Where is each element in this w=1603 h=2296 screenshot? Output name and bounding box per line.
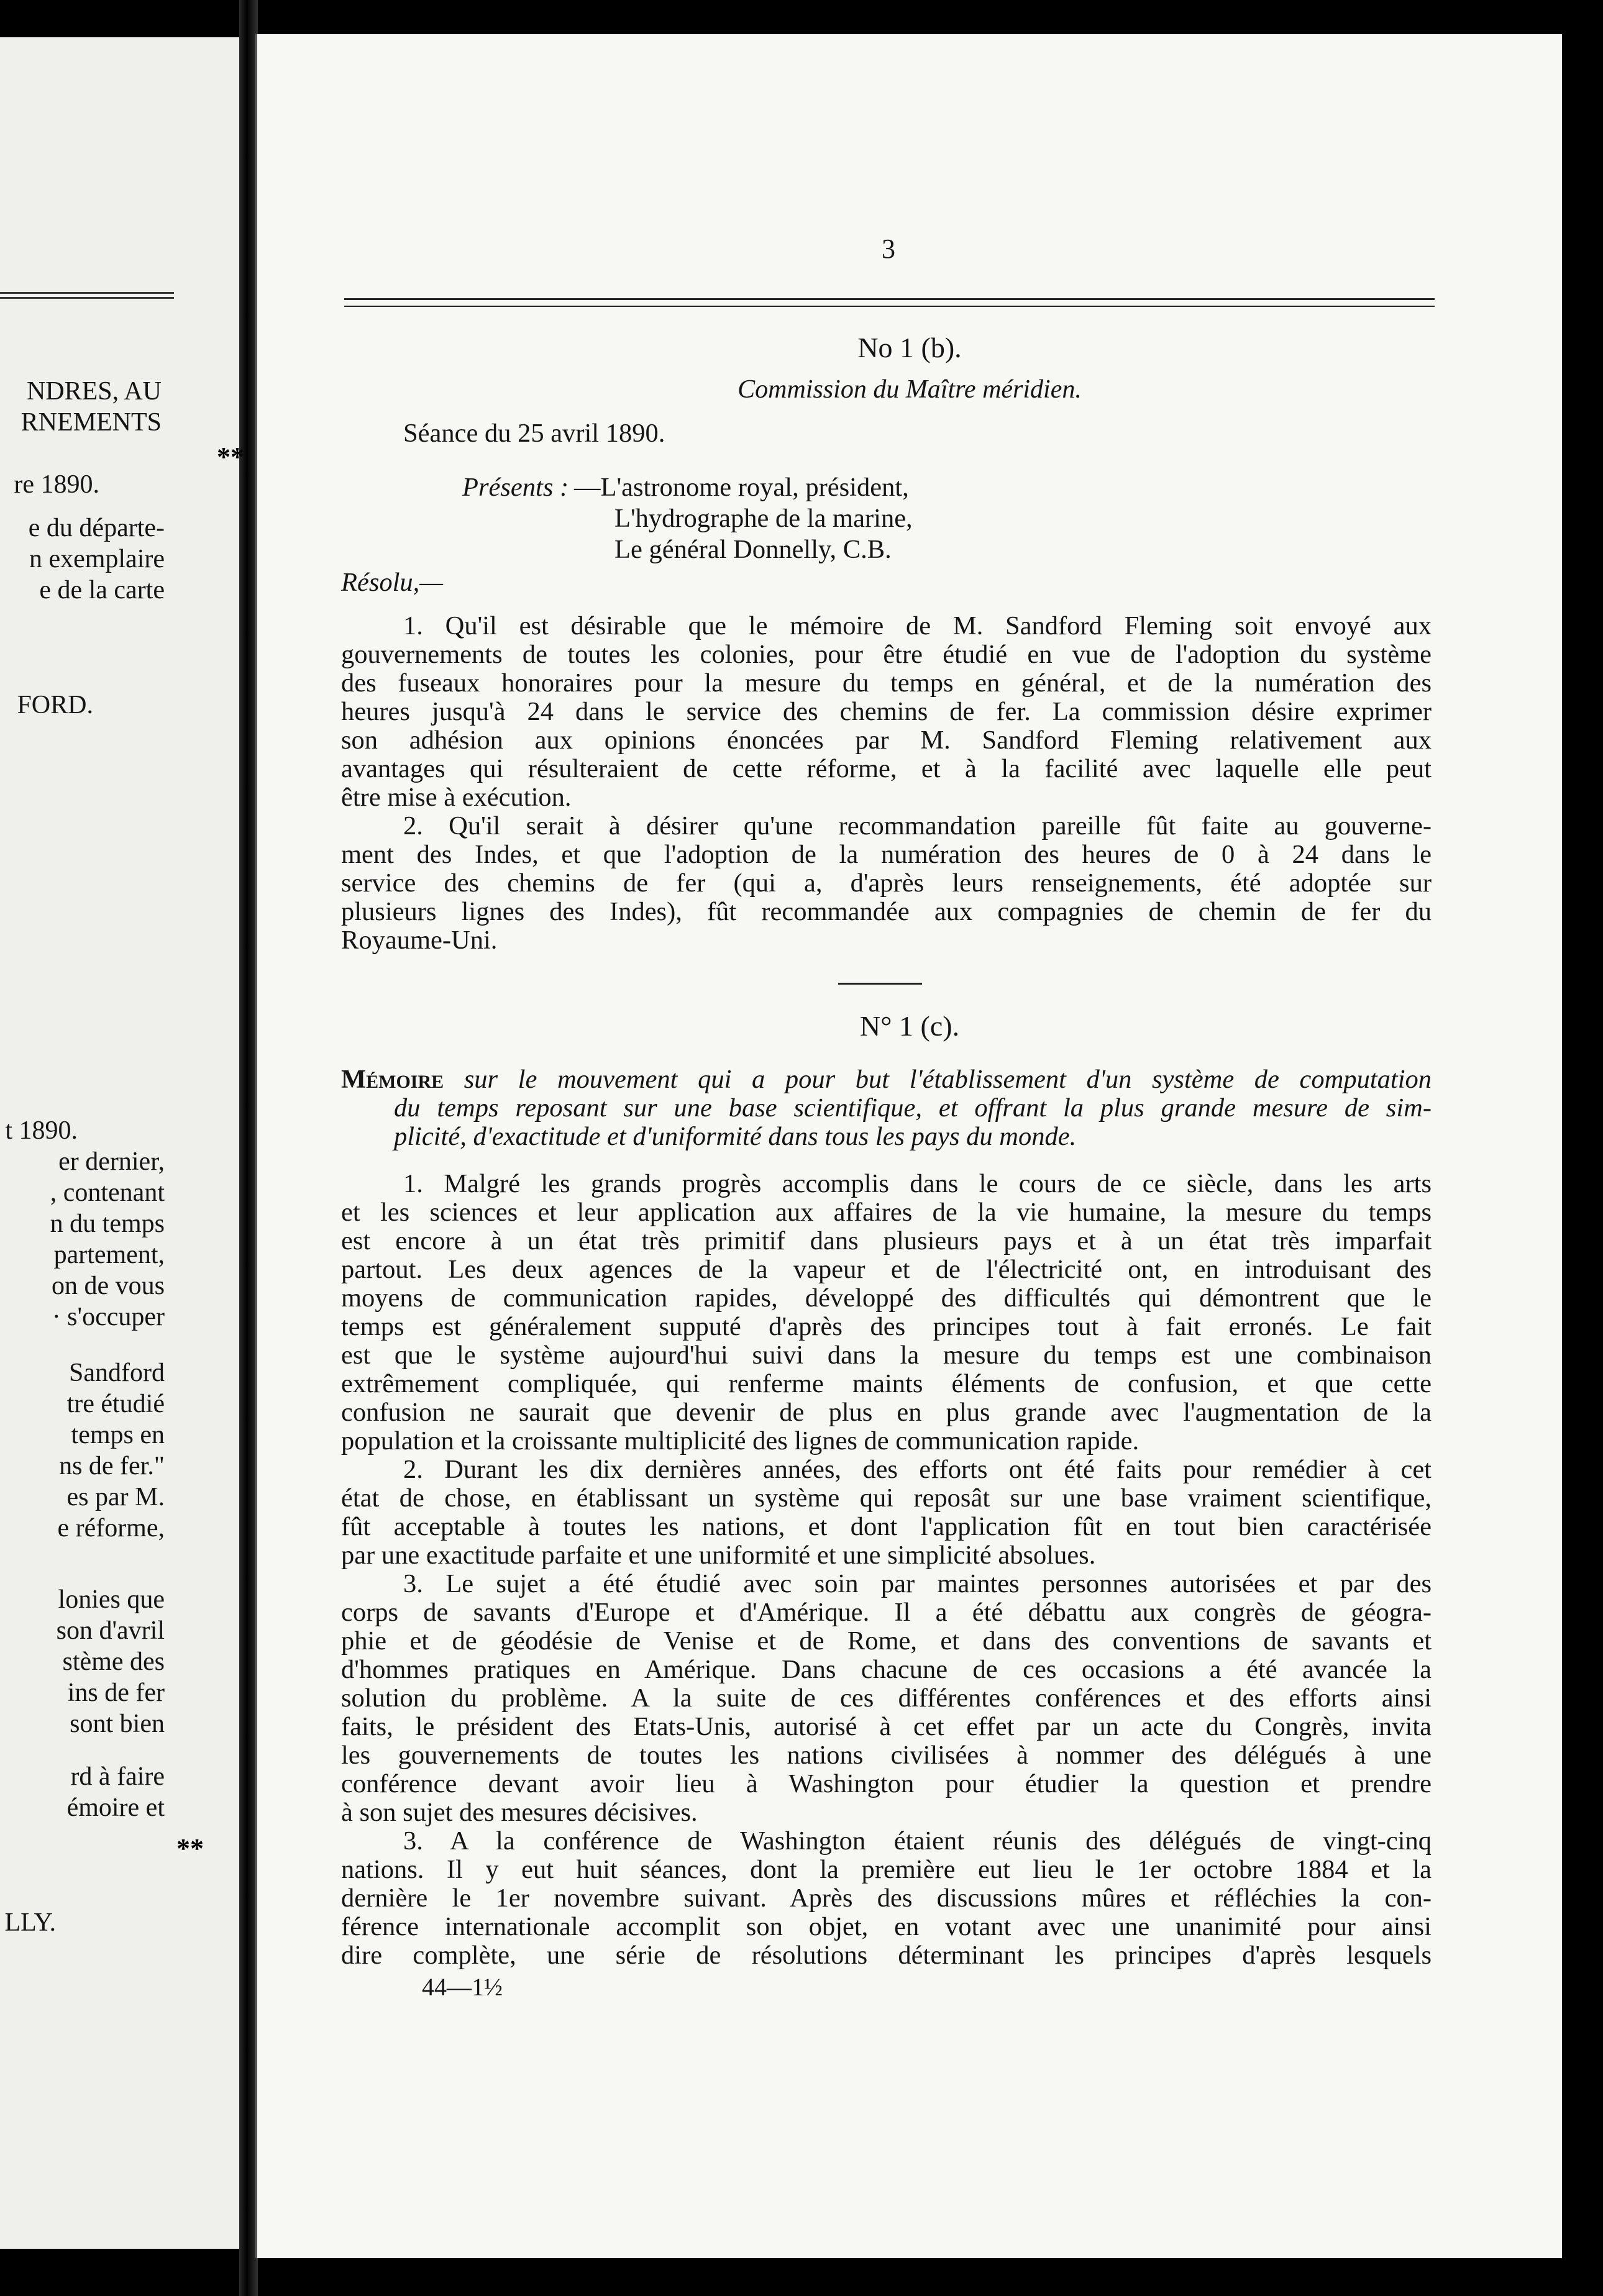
paragraph-line: solution du problème. A la suite de ces différentes conférences et des efforts ainsi xyxy=(341,1683,1432,1713)
binding-mark: ** xyxy=(176,1833,204,1864)
memoire-title-line xyxy=(341,1065,1432,1094)
paragraph-line: état de chose, en établissant un système qui reposât sur une base vraiment scientifique, xyxy=(341,1483,1432,1513)
left-fragment: rd à faire xyxy=(70,1762,165,1791)
paragraph-line: phie et de géodésie de Venise et de Rome, et dans des conventions de savants et xyxy=(341,1626,1432,1656)
paragraph-line: fût acceptable à toutes les nations, et dont l'application fût en tout bien caractérisée xyxy=(341,1512,1432,1541)
paragraph-line: dernière le 1er novembre suivant. Après des discussions mûres et réfléchies la con- xyxy=(341,1884,1432,1913)
paragraph-line: temps est généralement supputé d'après des principes tout à fait erronés. Le fait xyxy=(341,1312,1432,1341)
paragraph-line: les gouvernements de toutes les nations civilisées à nommer des délégués à une xyxy=(341,1741,1432,1770)
seance-date: Séance du 25 avril 1890. xyxy=(403,419,665,448)
present-member: —L'astronome royal, président, xyxy=(574,473,909,502)
left-fragment: partement, xyxy=(53,1241,165,1269)
paragraph-line: des fuseaux honoraires pour la mesure du temps en général, et de la numération des xyxy=(341,668,1432,698)
paragraph-line: gouvernements de toutes les colonies, pour être étudié en vue de l'adoption du système xyxy=(341,640,1432,669)
signature-mark: 44—1½ xyxy=(422,1973,503,2001)
paragraph-line: plusieurs lignes des Indes), fût recommandée aux compagnies de chemin de fer du xyxy=(341,897,1432,926)
binding-mark: ** xyxy=(217,442,244,472)
section-divider xyxy=(838,983,922,985)
left-fragment: es par M. xyxy=(66,1483,165,1511)
header-rule xyxy=(344,298,1435,300)
paragraph-line: faits, le président des Etats-Unis, autorisé à cet effet par un acte du Congrès, invita xyxy=(341,1712,1432,1741)
left-fragment: n du temps xyxy=(50,1210,165,1238)
left-fragment: · s'occuper xyxy=(52,1303,165,1331)
paragraph-line: ment des Indes, et que l'adoption de la numération des heures de 0 à 24 dans le xyxy=(341,840,1432,869)
left-fragment: NDRES, AU xyxy=(26,377,162,406)
paragraph-line: moyens de communication rapides, développé des difficultés qui démontrent que le xyxy=(341,1283,1432,1313)
paragraph-line: population et la croissante multiplicité des lignes de communication rapide. xyxy=(341,1426,1139,1456)
left-fragment: son d'avril xyxy=(56,1616,165,1645)
left-fragment: LLY. xyxy=(4,1908,56,1937)
paragraph-line: nations. Il y eut huit séances, dont la première eut lieu le 1er octobre 1884 et la xyxy=(341,1855,1432,1884)
left-fragment: FORD. xyxy=(17,691,93,719)
paragraph-line: confusion ne saurait que devenir de plus en plus grande avec l'augmentation de la xyxy=(341,1398,1432,1427)
left-fragment: e du départe- xyxy=(28,514,165,542)
resolu-label: Résolu,— xyxy=(341,568,444,597)
paragraph-line: à son sujet des mesures décisives. xyxy=(341,1798,698,1827)
left-page-fragment xyxy=(0,37,239,2249)
left-fragment: er dernier, xyxy=(58,1147,165,1176)
paragraph-line: 3. A la conférence de Washington étaient réunis des délégués de vingt-cinq xyxy=(403,1826,1432,1856)
memoire-title-text: sur le mouvement qui a pour but l'établissement d'un système de computation xyxy=(444,1065,1432,1094)
section-b-title: No 1 (b). xyxy=(857,332,962,363)
left-fragment: n exemplaire xyxy=(29,545,165,573)
left-fragment: ins de fer xyxy=(67,1679,165,1707)
left-fragment: ns de fer." xyxy=(59,1452,165,1480)
paragraph-line: corps de savants d'Europe et d'Amérique. Il a été débattu aux congrès de géogra- xyxy=(341,1598,1432,1627)
left-fragment: sont bien xyxy=(70,1710,165,1738)
paragraph-line: 2. Qu'il serait à désirer qu'une recommandation pareille fût faite au gouverne- xyxy=(403,811,1432,840)
paragraph-line: dire complète, une série de résolutions déterminant les principes d'après lesquels xyxy=(341,1941,1432,1970)
left-fragment: lonies que xyxy=(58,1585,165,1614)
paragraph-line: extrêmement compliquée, qui renferme maints éléments de confusion, et que cette xyxy=(341,1369,1432,1398)
left-fragment: e de la carte xyxy=(39,576,165,604)
paragraph-line: Royaume-Uni. xyxy=(341,926,498,955)
left-fragment: RNEMENTS xyxy=(21,408,162,437)
paragraph-line: férence internationale accomplit son objet, en votant avec une unanimité pour ainsi xyxy=(341,1912,1432,1941)
paragraph-line: service des chemins de fer (qui a, d'après leurs renseignements, été adoptée sur xyxy=(341,868,1432,898)
right-page xyxy=(176,34,1562,2258)
paragraph-line: d'hommes pratiques en Amérique. Dans chacune de ces occasions a été avancée la xyxy=(341,1655,1432,1684)
page-number: 3 xyxy=(882,234,895,264)
paragraph-line: 2. Durant les dix dernières années, des efforts ont été faits pour remédier à cet xyxy=(403,1455,1432,1484)
paragraph-line: être mise à exécution. xyxy=(341,783,572,812)
paragraph-line: est que le système aujourd'hui suivi dans la mesure du temps est une combinaison xyxy=(341,1341,1432,1370)
paragraph-line: par une exactitude parfaite et une uniformité et une simplicité absolues. xyxy=(341,1541,1096,1570)
left-fragment: tre étudié xyxy=(66,1390,165,1418)
paragraph-line: partout. Les deux agences de la vapeur et de l'électricité ont, en introduisant des xyxy=(341,1255,1432,1284)
paragraph-line: heures jusqu'à 24 dans le service des chemins de fer. La commission désire exprimer xyxy=(341,697,1432,726)
left-fragment: re 1890. xyxy=(14,470,99,499)
left-fragment: , contenant xyxy=(50,1178,165,1207)
header-rule xyxy=(344,306,1435,307)
left-page-rule xyxy=(0,292,174,294)
left-fragment: stème des xyxy=(62,1647,165,1676)
paragraph-line: 1. Qu'il est désirable que le mémoire de M. Sandford Fleming soit envoyé aux xyxy=(403,611,1432,640)
left-fragment: Sandford xyxy=(69,1359,165,1387)
left-page-rule xyxy=(0,297,174,299)
memoire-title-line: du temps reposant sur une base scientifique, et offrant la plus grande mesure de sim- xyxy=(394,1093,1432,1123)
paragraph-line: est encore à un état très primitif dans plusieurs pays et à un état très imparfait xyxy=(341,1226,1432,1255)
section-c-title: N° 1 (c). xyxy=(859,1010,960,1042)
paragraph-line: conférence devant avoir lieu à Washington pour étudier la question et prendre xyxy=(341,1769,1432,1798)
paragraph-line: avantages qui résulteraient de cette réforme, et à la facilité avec laquelle elle peut xyxy=(341,754,1432,783)
present-member: L'hydrographe de la marine, xyxy=(614,504,913,533)
left-fragment: e réforme, xyxy=(57,1514,165,1542)
left-fragment: temps en xyxy=(71,1421,165,1449)
memoire-title-line: plicité, d'exactitude et d'uniformité dans tous les pays du monde. xyxy=(394,1122,1077,1151)
left-fragment: émoire et xyxy=(66,1793,165,1822)
left-fragment: on de vous xyxy=(52,1272,165,1300)
presents-label: Présents : xyxy=(462,473,569,502)
left-fragment: t 1890. xyxy=(5,1116,78,1145)
paragraph-line: et les sciences et leur application aux affaires de la vie humaine, la mesure du temps xyxy=(341,1198,1432,1227)
section-b-subtitle: Commission du Maître méridien. xyxy=(738,375,1082,404)
memoire-label: Mémoire xyxy=(341,1065,444,1094)
paragraph-line: 1. Malgré les grands progrès accomplis dans le cours de ce siècle, dans les arts xyxy=(403,1169,1432,1198)
present-member: Le général Donnelly, C.B. xyxy=(614,535,892,564)
paragraph-line: son adhésion aux opinions énoncées par M. Sandford Fleming relativement aux xyxy=(341,726,1432,755)
paragraph-line: 3. Le sujet a été étudié avec soin par maintes personnes autorisées et par des xyxy=(403,1569,1432,1598)
